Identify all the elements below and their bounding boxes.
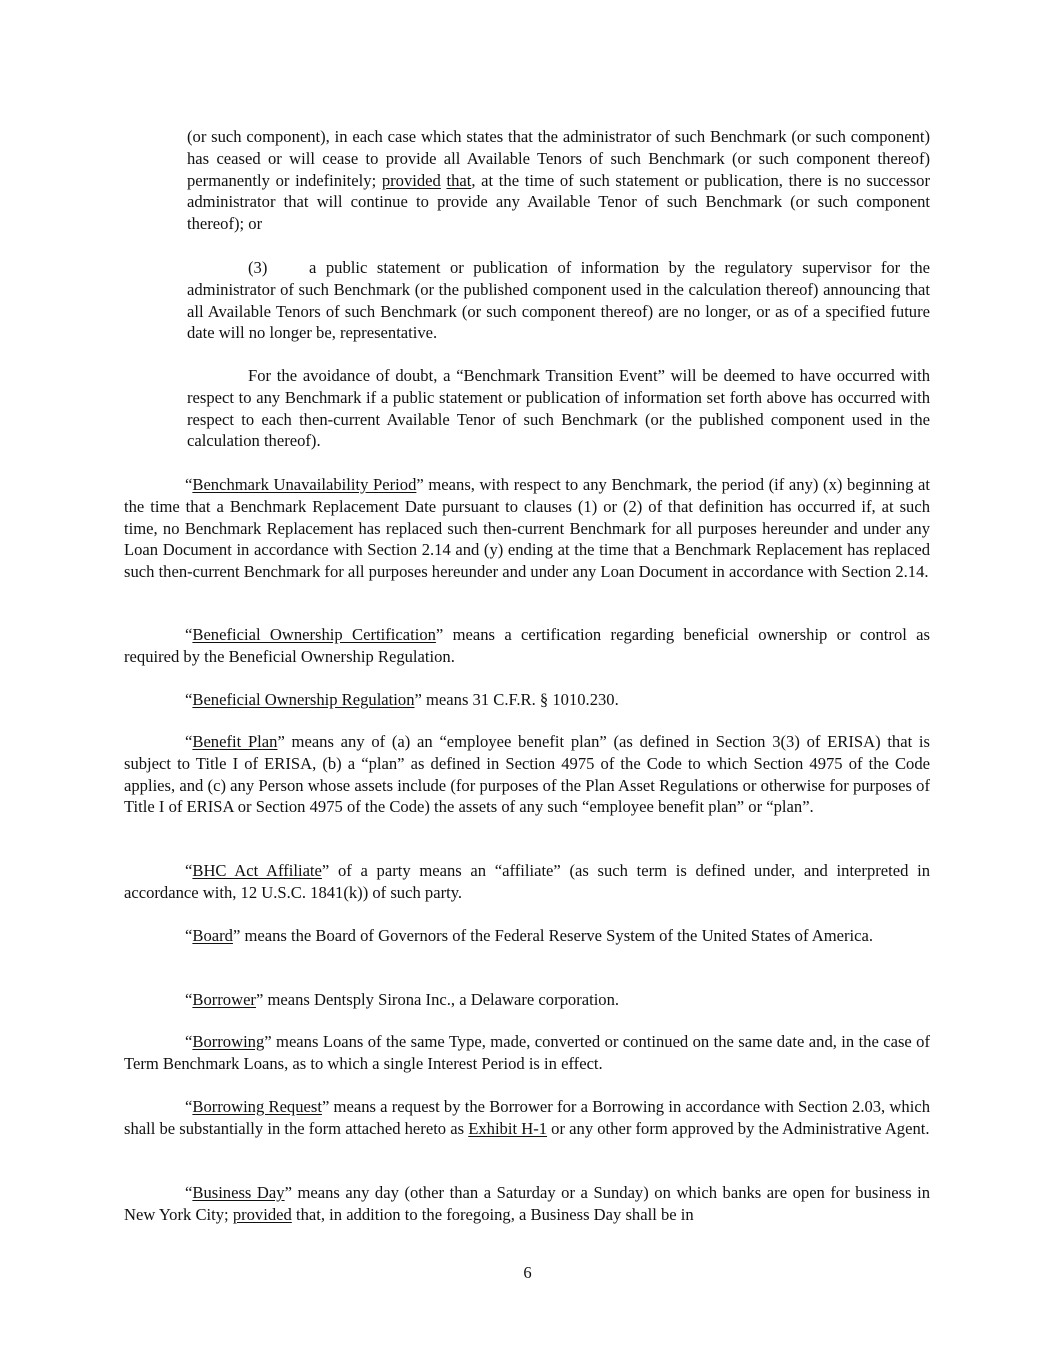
definition-board — [124, 925, 930, 947]
definition-text: ” means Dentsply Sirona Inc., a Delaware corporation. — [255, 990, 620, 1009]
definition-borrowing — [124, 1031, 930, 1075]
open-quote: “ — [185, 1032, 193, 1051]
definition-text: ” means a certification regarding beneficial ownership or control as required by the Beneficial Ownership Regulation. — [124, 625, 931, 666]
that-underlined: that — [446, 170, 472, 190]
definition-beneficial-ownership-regulation — [124, 689, 930, 711]
paragraph-clause-3 — [187, 257, 930, 344]
definition-text: ” of a party means an “affiliate” (as such term is defined under, and interpreted in accordance with, 12 U.S.C. 1841(k)) of such party. — [124, 861, 931, 902]
definition-text: ” means a request by the Borrower for a Borrowing in accordance with Section 2.03, which shall be substantially in the form attached hereto as — [124, 1097, 930, 1138]
definition-text: ” means any day (other than a Saturday or a Sunday) on which banks are open for business in New York City; — [124, 1183, 930, 1224]
definition-benchmark-unavailability-period — [124, 474, 930, 583]
open-quote: “ — [185, 625, 193, 644]
paragraph-avoidance-of-doubt — [187, 365, 930, 452]
paragraph-text: a public statement or publication of information by the regulatory supervisor for the administrator of such Benchmark (or the published component used in the calculation thereof) announcing that all Available Tenors of such Benchmark (or such component thereof) are no longer, or as of a specified future date will no longer be, representative. — [187, 258, 930, 343]
definition-business-day — [124, 1182, 930, 1226]
open-quote: “ — [185, 690, 193, 709]
definition-borrower — [124, 989, 930, 1011]
provided-underlined: provided — [381, 170, 441, 190]
definition-text: ” means 31 C.F.R. § 1010.230. — [414, 690, 619, 709]
definition-bhc-act-affiliate — [124, 860, 930, 904]
provided-underlined: provided — [232, 1204, 292, 1224]
definition-text: ” means, with respect to any Benchmark, the period (if any) (x) beginning at the time that a Benchmark Replacement Date pursuant to clauses (1) or (2) of that definition has occurred if, at such time, no Benchmark Replacement has replaced such then-current Benchmark for all purposes hereunder and under any Loan Document in accordance with Section 2.14 and (y) ending at the time that a Benchmark Replacement has replaced such then-current Benchmark for all purposes hereunder and under any Loan Document in accordance with Section 2.14. — [124, 475, 930, 582]
open-quote: “ — [185, 732, 193, 751]
paragraph-text: , at the time of such statement or publication, there is no successor administrator that will continue to provide any Available Tenor of such Benchmark (or such component thereof); or — [187, 170, 930, 234]
defined-term: Beneficial Ownership Certification — [192, 625, 436, 644]
open-quote: “ — [185, 1097, 193, 1116]
defined-term: Borrowing — [192, 1032, 265, 1051]
definition-text: ” means any of (a) an “employee benefit plan” (as defined in Section 3(3) of ERISA) that is subject to Title I of ERISA, (b) a “plan” as defined in Section 4975 of the Code to which Section 4975 of the Code applies, and (c) any Person whose assets include (for purposes of the Plan Asset Regulations or otherwise for purposes of Title I of ERISA or Section 4975 of the Code) the assets of any such “employee benefit plan” or “plan”. — [124, 732, 930, 817]
exhibit-reference: Exhibit H-1 — [468, 1118, 548, 1138]
open-quote: “ — [185, 990, 193, 1009]
defined-term: BHC Act Affiliate — [192, 861, 322, 880]
definition-text: that, in addition to the foregoing, a Business Day shall be in — [291, 1204, 694, 1224]
defined-term: Board — [192, 926, 233, 945]
defined-term: Beneficial Ownership Regulation — [192, 690, 415, 709]
page-number: 6 — [523, 1263, 532, 1282]
open-quote: “ — [185, 926, 193, 945]
definition-text: ” means Loans of the same Type, made, converted or continued on the same date and, in the case of Term Benchmark Loans, as to which a single Interest Period is in effect. — [124, 1032, 930, 1073]
paragraph-text: For the avoidance of doubt, a “Benchmark Transition Event” will be deemed to have occurred with respect to any Benchmark if a public statement or publication of information set forth above has occurred with respect to each then-current Available Tenor of such Benchmark (or the published component used in the calculation thereof). — [187, 366, 930, 451]
open-quote: “ — [185, 475, 193, 494]
defined-term: Business Day — [192, 1183, 285, 1202]
definition-text: ” means the Board of Governors of the Federal Reserve System of the United States of America. — [232, 926, 873, 945]
paragraph-text: (or such component), in each case which states that the administrator of such Benchmark (or such component) has ceased or will cease to provide all Available Tenors of such Benchmark (or such component thereof) permanently or indefinitely; — [187, 127, 930, 190]
definition-text: or any other form approved by the Administrative Agent. — [547, 1118, 930, 1138]
definition-benefit-plan — [124, 731, 930, 818]
open-quote: “ — [185, 861, 193, 880]
defined-term: Benchmark Unavailability Period — [192, 475, 417, 494]
defined-term: Borrowing Request — [192, 1097, 322, 1116]
open-quote: “ — [185, 1183, 193, 1202]
defined-term: Borrower — [192, 990, 256, 1009]
defined-term: Benefit Plan — [192, 732, 278, 751]
definition-beneficial-ownership-certification — [124, 624, 930, 668]
paragraph-administrator-ceased — [187, 126, 930, 235]
clause-number: (3) — [248, 258, 268, 277]
definition-borrowing-request — [124, 1096, 930, 1140]
